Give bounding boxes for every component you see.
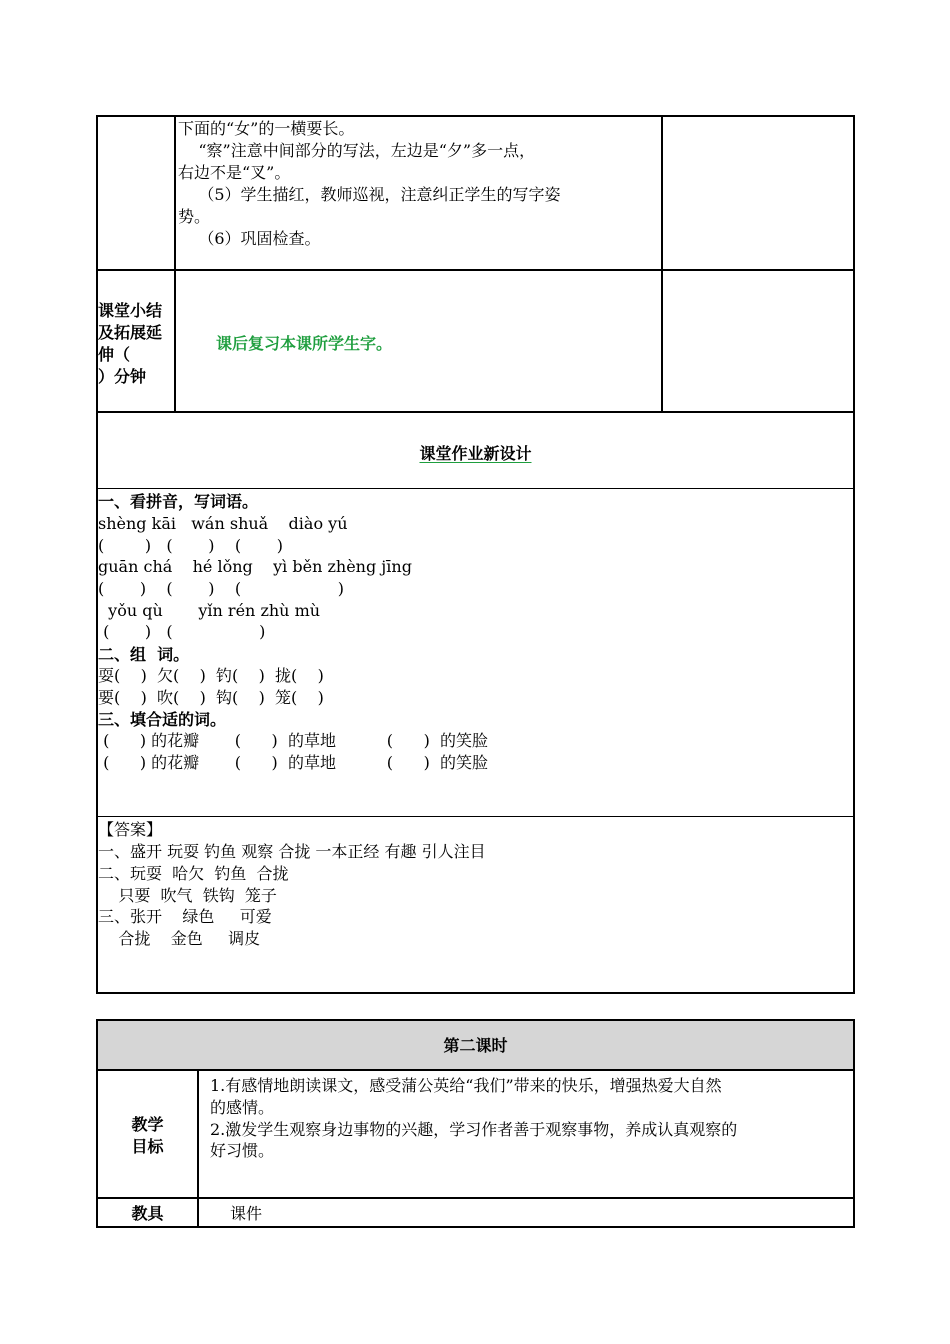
answer-line: 二、玩耍 哈欠 钓鱼 合拢 [98,864,289,883]
text-line: 1.有感情地朗读课文，感受蒲公英给“我们”带来的快乐，增强热爱大自然 [210,1076,722,1095]
answer-line: 三、张开 绿色 可爱 [98,907,272,926]
answer-line: 一、盛开 玩耍 钓鱼 观察 合拢 一本正经 有趣 引人注目 [98,842,486,861]
label-line: 教学 [131,1115,164,1134]
tools-value: 课件 [230,1204,263,1223]
word-line: 耍( ) 欠( ) 钓( ) 拢( ) [98,666,324,685]
summary-text: 课后复习本课所学生字。 [216,334,393,353]
text-line: 2.激发学生观察身边事物的兴趣，学习作者善于观察事物，养成认真观察的 [210,1120,738,1139]
exercise-heading: 三、填合适的词。 [98,710,227,729]
word-line: 要( ) 吹( ) 钩( ) 笼( ) [98,688,324,707]
homework-title: 课堂作业新设计 [419,444,532,463]
label-line: 伸（ [98,345,131,364]
label-line: 目标 [131,1137,164,1156]
fill-line: ( ) 的花瓣 ( ) 的草地 ( ) 的笑脸 [98,731,488,750]
text-line: （6）巩固检查。 [178,229,321,248]
text-line: 好习惯。 [210,1141,275,1160]
blank-line: ( ) ( ) [98,622,266,641]
answer-heading: 【答案】 [98,820,163,839]
tools-label: 教具 [131,1204,164,1223]
label-line: 及拓展延 [98,323,163,342]
label-line: 课堂小结 [98,301,163,320]
text-line: 的感情。 [210,1098,275,1117]
blank-line: ( ) ( ) ( ) [98,579,344,598]
text-line: （5）学生描红，教师巡视，注意纠正学生的写字姿 [178,185,561,204]
answer-line: 只要 吹气 铁钩 笼子 [98,886,277,905]
pinyin-line: yǒu qù yǐn rén zhù mù [98,601,321,620]
exercise-heading: 一、看拼音，写词语。 [98,492,259,511]
text-line: 下面的“女”的一横要长。 [178,119,355,138]
text-line: 右边不是“叉”。 [178,163,291,182]
pinyin-line: shèng kāi wán shuǎ diào yú [98,514,348,533]
text-line: “察”注意中间部分的写法，左边是“夕”多一点， [178,141,536,160]
text-line: 势。 [178,207,211,226]
answer-line: 合拢 金色 调皮 [98,929,261,948]
blank-line: ( ) ( ) ( ) [98,536,283,555]
exercise-heading: 二、组 词。 [98,645,190,664]
lesson-title: 第二课时 [443,1036,508,1055]
fill-line: ( ) 的花瓣 ( ) 的草地 ( ) 的笑脸 [98,753,488,772]
pinyin-line: guān chá hé lǒng yì běn zhèng jīng [98,557,412,576]
label-line: ）分钟 [98,367,147,386]
